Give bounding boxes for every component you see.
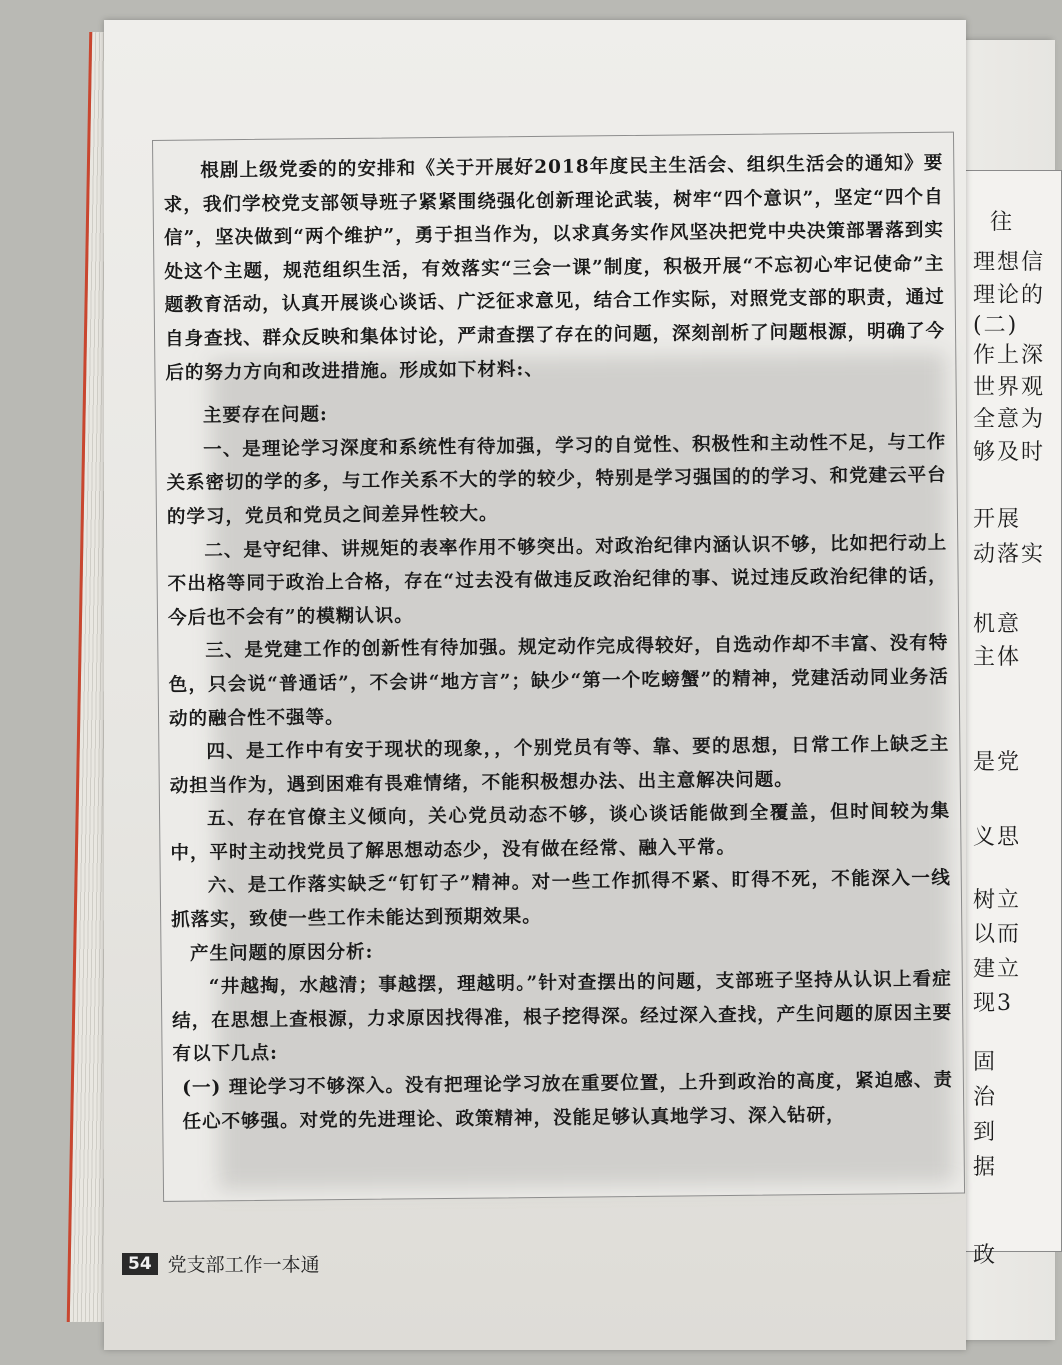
heading-cause-analysis: 产生问题的原因分析: <box>189 941 374 965</box>
right-text-fragment: 往 <box>990 210 1015 235</box>
problem-item-6: 六、是工作落实缺乏“钉钉子”精神。对一些工作抓得不紧、盯得不死，不能深入一线抓落实，致使一些工作未能达到预期效果。 <box>171 868 951 931</box>
problem-item-1: 一、是理论学习深度和系统性有待加强，学习的自觉性、积极性和主动性不足，与工作关系密切的学的多，与工作关系不大的学的较少，特别是学习强国的的学习、和党建云平台的学习，党员和党员之间差异性较大。 <box>166 431 947 528</box>
problem-item-3: 三、是党建工作的创新性有待加强。规定动作完成得较好，自选动作却不丰富、没有特色，只会说“普通话”，不会讲“地方言”；缺少“第一个吃螃蟹”的精神，党建活动同业务活动的融合性不强等。 <box>168 633 949 730</box>
right-text-fragment: 是党 <box>973 750 1022 775</box>
page-number: 54 <box>122 1253 158 1275</box>
problem-item-4: 四、是工作中有安于现状的现象，，个别党员有等、靠、要的思想，日常工作上缺乏主动担当作为，遇到困难有畏难情绪，不能积极想办法、出主意解决问题。 <box>169 733 950 797</box>
right-text-fragment: 全意为 <box>973 407 1046 432</box>
right-text-fragment: 世界观 <box>973 375 1046 400</box>
running-title: 党支部工作一本通 <box>167 1254 320 1276</box>
pasted-document-sheet <box>152 132 965 1202</box>
right-text-fragment: 开展 <box>973 507 1022 532</box>
intro-paragraph: 根剧上级党委的的安排和《关于开展好2018年度民主生活会、组织生活会的通知》要求，我们学校党支部领导班子紧紧围绕强化创新理论武装，树牢“四个意识”，坚定“四个自信”，坚决做到“两个维护”，勇于担当作为，以求真务实作风坚决把党中央决策部署落到实处这个主题，规范组织生活，有效落实“三会一课”制度，积极开展“不忘初心牢记使命”主题教育活动，认真开展谈心谈话、广泛征求意见，结合工作实际，对照党支部的职责，通过自身查找、群众反映和集体讨论，严肃查摆了存在的问题，深刻剖析了问题根源，明确了今后的努力方向和改进措施。形成如下材料:、 <box>163 152 946 384</box>
right-text-fragment: 主体 <box>973 645 1022 670</box>
right-text-fragment: 治 <box>973 1085 998 1110</box>
right-text-fragment: 义思 <box>973 825 1022 850</box>
problem-item-2: 二、是守纪律、讲规矩的表率作用不够突出。对政治纪律内涵认识不够，比如把行动上不出格等同于政治上合格，存在“过去没有做违反政治纪律的事、说过违反政治纪律的话，今后也不会有”的模糊认识。 <box>167 532 948 629</box>
right-text-fragment: 作上深 <box>973 343 1046 368</box>
right-text-fragment: 据 <box>973 1155 998 1180</box>
page-footer <box>122 1250 320 1277</box>
right-text-fragment: 机意 <box>973 612 1022 637</box>
right-text-fragment: 理想信 <box>973 250 1046 275</box>
problem-item-5: 五、存在官僚主义倾向，关心党员动态不够，谈心谈话能做到全覆盖，但时间较为集中，平时主动找党员了解思想动态少，没有做在经常、融入平常。 <box>170 800 951 864</box>
right-text-fragment: 树立 <box>973 888 1022 913</box>
right-text-fragment: 够及时 <box>973 440 1046 465</box>
document-body <box>163 147 953 1139</box>
right-text-fragment: 理论的 <box>973 283 1046 308</box>
right-text-fragment: 政 <box>973 1243 998 1268</box>
right-text-fragment: 到 <box>973 1120 998 1145</box>
right-text-fragment: (二) <box>973 313 1019 338</box>
right-text-fragment: 以而 <box>973 922 1022 947</box>
right-text-fragment: 现3 <box>973 991 1013 1016</box>
heading-main-problems: 主要存在问题: <box>202 404 328 427</box>
cause-item-1: (一) 理论学习不够深入。没有把理论学习放在重要位置，上升到政治的高度，紧迫感、责任心不够强。对党的先进理论、政策精神，没能足够认真地学习、深入钻研， <box>182 1069 953 1133</box>
cause-intro-paragraph: “井越掏，水越清；事越摆，理越明。”针对查摆出的问题，支部班子坚持从认识上看症结，在思想上查根源，力求原因找得准，根子挖得深。经过深入查找，产生问题的原因主要有以下几点: <box>172 968 953 1066</box>
right-text-fragment: 固 <box>973 1050 998 1075</box>
right-text-fragment: 动落实 <box>973 542 1046 567</box>
right-text-fragment: 建立 <box>973 957 1022 982</box>
